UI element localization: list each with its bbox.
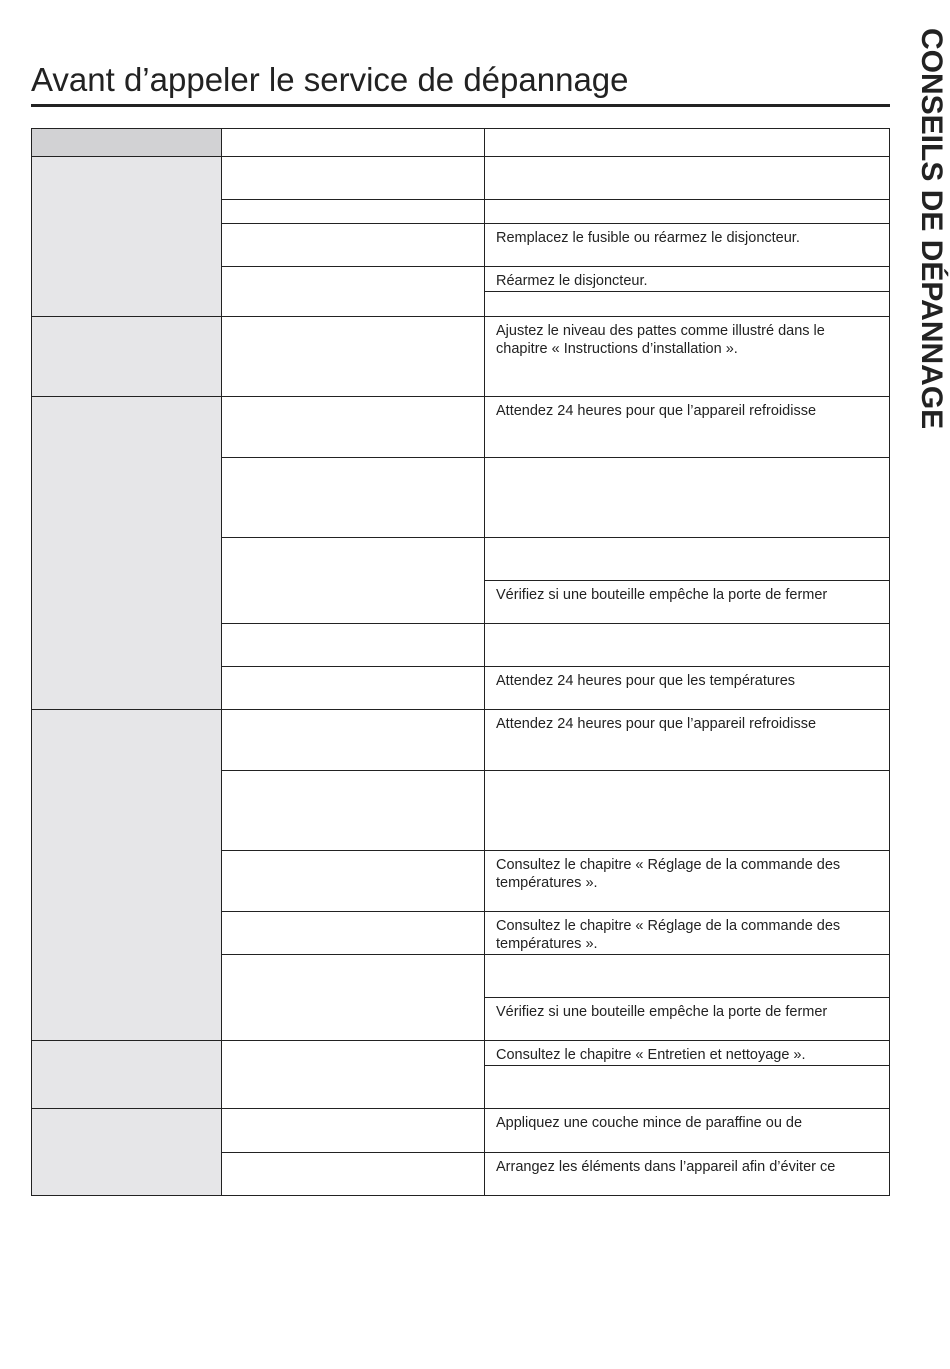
problem-cell <box>31 1108 222 1196</box>
solution-cell: Consultez le chapitre « Réglage de la commande des températures ». <box>484 850 890 912</box>
cause-cell <box>221 266 485 317</box>
cause-cell <box>221 1108 485 1153</box>
title-divider <box>31 104 890 107</box>
solution-cell: Vérifiez si une bouteille empêche la porte de fermer <box>484 997 890 1041</box>
cause-cell <box>221 709 485 771</box>
solution-cell <box>484 770 890 851</box>
problem-cell <box>31 316 222 397</box>
solution-cell: Réarmez le disjoncteur. <box>484 266 890 292</box>
solution-cell: Remplacez le fusible ou réarmez le disjoncteur. <box>484 223 890 267</box>
cause-cell <box>221 850 485 912</box>
solution-cell: Attendez 24 heures pour que l’appareil refroidisse <box>484 396 890 458</box>
cause-cell <box>221 1040 485 1109</box>
solution-cell: Vérifiez si une bouteille empêche la porte de fermer <box>484 580 890 624</box>
solution-cell <box>484 199 890 224</box>
cause-cell <box>221 223 485 267</box>
solution-cell <box>484 623 890 667</box>
solution-cell: Consultez le chapitre « Réglage de la commande des températures ». <box>484 911 890 955</box>
solution-cell <box>484 457 890 538</box>
table-header-solution <box>484 128 890 157</box>
problem-cell <box>31 709 222 1041</box>
solution-cell <box>484 291 890 317</box>
cause-cell <box>221 199 485 224</box>
table-header-cause <box>221 128 485 157</box>
solution-cell: Consultez le chapitre « Entretien et nettoyage ». <box>484 1040 890 1066</box>
cause-cell <box>221 666 485 710</box>
solution-cell <box>484 156 890 200</box>
cause-cell <box>221 537 485 624</box>
solution-cell <box>484 537 890 581</box>
troubleshooting-table <box>31 128 890 1196</box>
cause-cell <box>221 623 485 667</box>
problem-cell <box>31 396 222 710</box>
solution-cell <box>484 954 890 998</box>
solution-cell <box>484 1065 890 1109</box>
problem-cell <box>31 1040 222 1109</box>
cause-cell <box>221 954 485 1041</box>
problem-cell <box>31 156 222 317</box>
solution-cell: Attendez 24 heures pour que l’appareil refroidisse <box>484 709 890 771</box>
cause-cell <box>221 457 485 538</box>
solution-cell: Ajustez le niveau des pattes comme illustré dans le chapitre « Instructions d’installation ». <box>484 316 890 397</box>
page-title: Avant d’appeler le service de dépannage <box>31 61 629 98</box>
section-tab: CONSEILS DE DÉPANNAGE <box>915 28 948 430</box>
cause-cell <box>221 156 485 200</box>
table-header-problem <box>31 128 222 157</box>
cause-cell <box>221 770 485 851</box>
cause-cell <box>221 316 485 397</box>
cause-cell <box>221 911 485 955</box>
solution-cell: Attendez 24 heures pour que les températures <box>484 666 890 710</box>
solution-cell: Arrangez les éléments dans l’appareil afin d’éviter ce <box>484 1152 890 1196</box>
cause-cell <box>221 396 485 458</box>
cause-cell <box>221 1152 485 1196</box>
solution-cell: Appliquez une couche mince de paraffine ou de <box>484 1108 890 1153</box>
